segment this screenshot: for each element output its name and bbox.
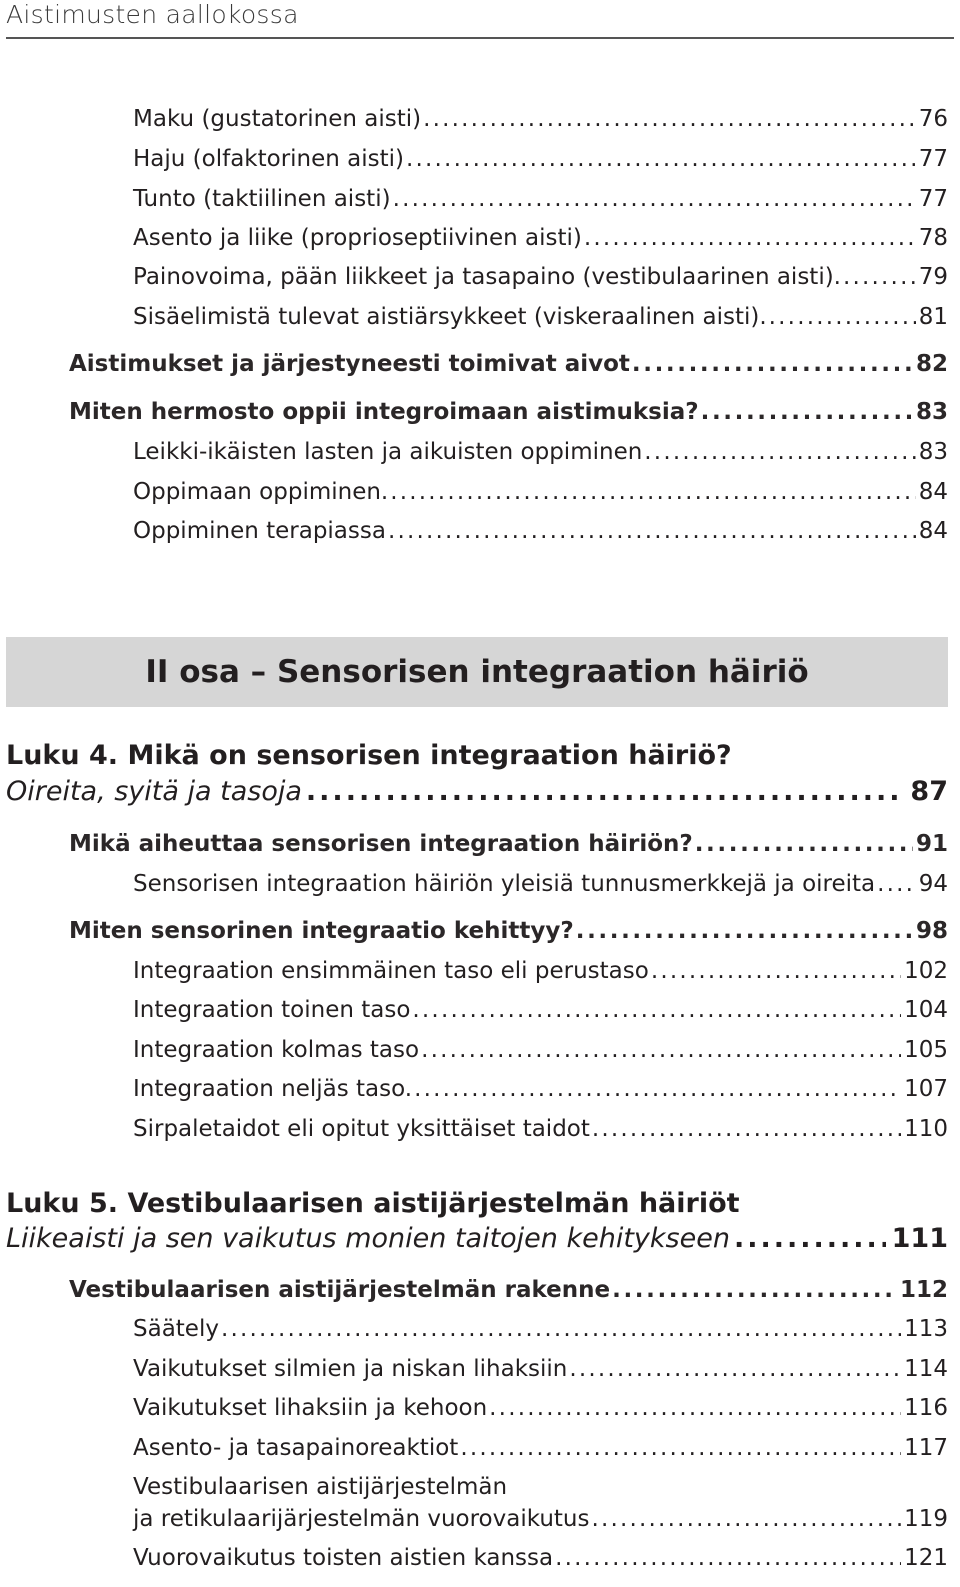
toc-entry-page: 119 [904,1506,948,1532]
toc-entry-page: 83 [915,399,948,425]
leader-dots [460,1433,901,1463]
toc-entry-title: Oppimaan oppiminen. [133,479,389,505]
leader-dots [406,144,916,174]
toc-entry[interactable] [133,869,948,899]
leader-dots [221,1314,901,1344]
leader-dots [584,223,916,253]
toc-entry-page: 110 [904,1116,948,1142]
chapter-title[interactable]: Luku 4. Mikä on sensorisen integraation häiriö? [6,740,732,771]
toc-entry-title: Painovoima, pään liikkeet ja tasapaino (vestibulaarinen aisti). [133,264,841,290]
leader-dots [421,1035,901,1065]
toc-entry-page: 121 [904,1545,948,1571]
toc-entry[interactable] [133,104,948,134]
leader-dots [591,1504,901,1534]
toc-entry-title: Vestibulaarisen aistijärjestelmän rakenne [69,1277,611,1303]
toc-entry-page: 102 [904,958,948,984]
toc-entry-title: Sensorisen integraation häiriön yleisiä tunnusmerkkejä ja oireita [133,871,876,897]
toc-entry-page: 76 [918,106,948,132]
toc-entry-title: Maku (gustatorinen aisti) [133,106,422,132]
toc-entry-page: 82 [915,351,948,377]
toc-entry-title: Asento ja liike (proprioseptiivinen aisti) [133,225,582,251]
toc-section-entry[interactable] [69,397,948,427]
toc-entry-title: Leikki-ikäisten lasten ja aikuisten oppiminen [133,439,643,465]
toc-entry-title: Vaikutukset silmien ja niskan lihaksiin [133,1356,568,1382]
leader-dots [306,776,905,807]
toc-entry[interactable] [133,262,948,292]
leader-dots [569,1354,901,1384]
toc-entry-page: 107 [904,1076,948,1102]
leader-dots [769,302,916,332]
leader-dots [592,1114,901,1144]
toc-entry-page: 116 [904,1395,948,1421]
leader-dots [695,829,913,859]
leader-dots [877,869,916,899]
toc-entry-page: 114 [904,1356,948,1382]
chapter-subtitle: Liikeaisti ja sen vaikutus monien taitojen kehitykseen [6,1223,730,1254]
leader-dots [555,1543,901,1573]
chapter-page: 87 [910,776,948,807]
leader-dots [734,1223,886,1254]
toc-entry-page: 98 [915,918,948,944]
toc-entry-title-line2: ja retikulaarijärjestelmän vuorovaikutus [133,1506,590,1532]
toc-entry-title: Miten hermosto oppii integroimaan aistimuksia? [69,399,699,425]
toc-entry[interactable] [133,1354,948,1384]
chapter-subtitle-entry[interactable] [6,776,948,807]
toc-entry-page: 105 [904,1037,948,1063]
leader-dots [489,1393,901,1423]
leader-dots [423,104,916,134]
toc-entry-page: 78 [918,225,948,251]
toc-entry[interactable] [133,1543,948,1573]
toc-entry-title: Haju (olfaktorinen aisti) [133,146,405,172]
toc-entry[interactable] [133,144,948,174]
toc-entry[interactable] [133,1114,948,1144]
toc-entry[interactable] [133,1433,948,1463]
toc-entry[interactable] [133,1314,948,1344]
toc-entry-page: 113 [904,1316,948,1342]
toc-entry-page: 77 [918,186,948,212]
toc-entry[interactable] [133,1035,948,1065]
toc-entry-title: Mikä aiheuttaa sensorisen integraation häiriön? [69,831,693,857]
toc-entry[interactable] [133,477,948,507]
leader-dots [632,349,913,379]
toc-entry-title: Integraation ensimmäinen taso eli perustaso [133,958,649,984]
toc-entry-title: Oppiminen terapiassa [133,518,386,544]
leader-dots [393,184,916,214]
chapter-subtitle-entry[interactable] [6,1223,948,1254]
toc-entry[interactable] [133,223,948,253]
toc-section-entry[interactable] [69,916,948,946]
toc-entry-title: Aistimukset ja järjestyneesti toimivat aivot [69,351,630,377]
toc-entry[interactable] [133,1504,948,1534]
leader-dots [412,995,901,1025]
toc-entry-page: 84 [918,479,948,505]
toc-entry[interactable] [133,184,948,214]
header-rule [6,37,954,39]
leader-dots [390,477,915,507]
toc-entry-page: 77 [918,146,948,172]
toc-entry-title: Asento- ja tasapainoreaktiot [133,1435,459,1461]
toc-entry[interactable] [133,1393,948,1423]
chapter-page: 111 [891,1223,948,1254]
toc-multiline-entry[interactable] [133,1472,948,1502]
toc-entry[interactable] [133,516,948,546]
toc-entry-page: 104 [904,997,948,1023]
running-header: Aistimusten aallokossa [6,0,299,29]
toc-section-entry[interactable] [69,829,948,859]
toc-entry-page: 94 [918,871,948,897]
toc-entry-title: Sirpaletaidot eli opitut yksittäiset taidot [133,1116,590,1142]
toc-entry[interactable] [133,995,948,1025]
leader-dots [843,262,916,292]
toc-entry-title: Tunto (taktiilinen aisti) [133,186,391,212]
leader-dots [576,916,913,946]
toc-entry[interactable] [133,437,948,467]
toc-entry-page: 112 [899,1277,948,1303]
toc-section-entry[interactable] [69,349,948,379]
leader-dots [388,516,916,546]
toc-entry-title: Integraation toinen taso [133,997,411,1023]
toc-entry[interactable] [133,956,948,986]
leader-dots [612,1275,897,1305]
leader-dots [644,437,915,467]
toc-entry-page: 79 [918,264,948,290]
chapter-title[interactable]: Luku 5. Vestibulaarisen aistijärjestelmän häiriöt [6,1188,740,1219]
toc-entry-title: Säätely [133,1316,219,1342]
leader-dots [414,1074,901,1104]
toc-entry-title-line1: Vestibulaarisen aistijärjestelmän [133,1474,508,1500]
toc-section-entry[interactable] [69,1275,948,1305]
toc-entry-page: 84 [918,518,948,544]
toc-entry-title: Miten sensorinen integraatio kehittyy? [69,918,574,944]
chapter-subtitle: Oireita, syitä ja tasoja [6,776,302,807]
toc-entry-title: Vuorovaikutus toisten aistien kanssa [133,1545,554,1571]
toc-entry-title: Sisäelimistä tulevat aistiärsykkeet (viskeraalinen aisti). [133,304,767,330]
toc-entry-page: 117 [904,1435,948,1461]
part-heading-band: II osa – Sensorisen integraation häiriö [6,637,948,707]
toc-entry[interactable] [133,1074,948,1104]
leader-dots [651,956,901,986]
toc-entry-page: 83 [918,439,948,465]
toc-entry-page: 81 [918,304,948,330]
toc-entry-page: 91 [915,831,948,857]
toc-entry-title: Integraation kolmas taso [133,1037,420,1063]
toc-entry-title: Vaikutukset lihaksiin ja kehoon [133,1395,488,1421]
toc-entry-title: Integraation neljäs taso. [133,1076,413,1102]
leader-dots [701,397,913,427]
toc-entry[interactable] [133,302,948,332]
